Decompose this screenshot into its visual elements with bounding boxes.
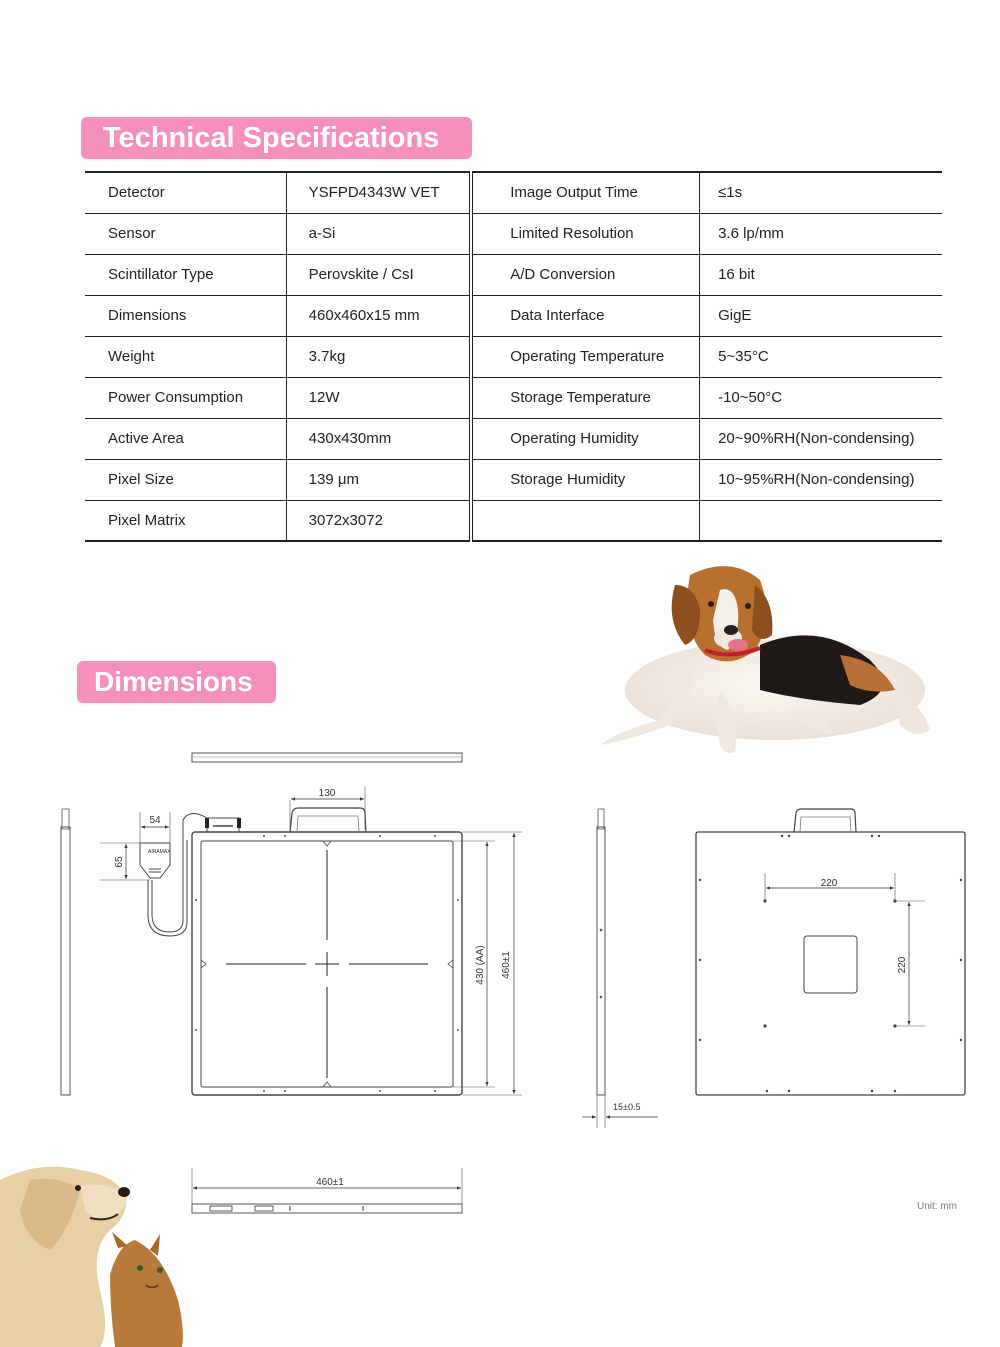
dimension-label: 220 [897,956,908,974]
spec-label: Weight [85,336,286,377]
spec-value: 3.6 lp/mm [700,213,942,254]
dimension-label: 220 [820,878,838,889]
spec-value: 12W [286,377,471,418]
dimension-label: 54 [149,815,161,826]
spec-label: Detector [108,184,165,202]
spec-value: GigE [700,295,942,336]
spec-label: Power Consumption [85,377,286,418]
spec-value: ≤1s [700,172,942,213]
dimension-label: 430 (AA) [475,945,486,985]
spec-value: -10~50°C [700,377,942,418]
dimension-label: 130 [318,788,336,799]
section-title-dimensions: Dimensions [77,661,276,703]
dimension-label: 460±1 [316,1177,344,1188]
spec-label: Active Area [85,418,286,459]
spec-value: 5~35°C [700,336,942,377]
spec-value: 20~90%RH(Non-condensing) [700,418,942,459]
dimension-label: 65 [114,856,125,868]
spec-value: 430x430mm [286,418,471,459]
spec-value: 3.7kg [286,336,471,377]
spec-label: Dimensions [85,295,286,336]
spec-label: Data Interface [471,295,699,336]
svg-text:AIRAMAX: AIRAMAX [148,849,171,855]
spec-value: Perovskite / CsI [286,254,471,295]
dimension-label: 15±0.5 [613,1102,641,1112]
spec-value: a-Si [286,213,471,254]
spec-label: Storage Temperature [471,377,699,418]
spec-label: A/D Conversion [471,254,699,295]
spec-label: Image Output Time [471,172,699,213]
spec-value: 460x460x15 mm [286,295,471,336]
dimension-label: 460±1 [501,951,512,979]
spec-value: 16 bit [700,254,942,295]
spec-label: Sensor [85,213,286,254]
spec-value: 10~95%RH(Non-condensing) [700,459,942,500]
beagle-photo [600,566,930,753]
spec-label: Pixel Size [85,459,286,500]
spec-label: Storage Humidity [471,459,699,500]
spec-label: Limited Resolution [471,213,699,254]
retriever-and-cat-photo [0,1167,183,1347]
spec-label: Pixel Matrix [85,500,286,541]
spec-label: Operating Temperature [471,336,699,377]
spec-label: Scintillator Type [85,254,286,295]
spec-value: 3072x3072 [286,500,471,541]
section-title-specifications: Technical Specifications [81,117,472,159]
spec-value: 139 μm [286,459,471,500]
spec-label: Operating Humidity [471,418,699,459]
unit-note: Unit: mm [917,1201,957,1212]
spec-value: YSFPD4343W VET [286,172,471,213]
